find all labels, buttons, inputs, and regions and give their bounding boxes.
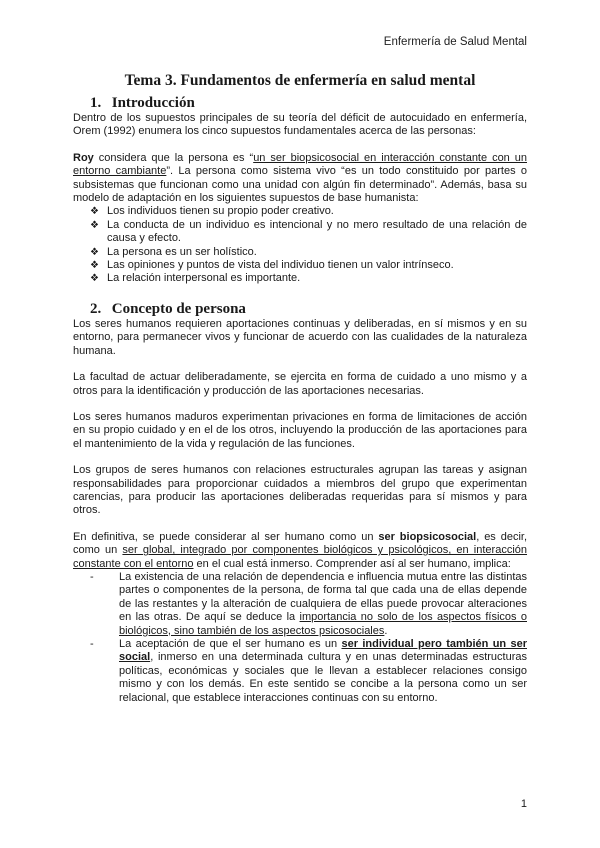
section-heading-concepto-persona: [73, 300, 527, 318]
diamond-bullet-icon: ❖: [90, 273, 99, 285]
list-item: ❖ La persona es un ser holístico.: [90, 245, 257, 258]
section-number: 1.: [90, 95, 102, 111]
paragraph: La facultad de actuar deliberadamente, se ejercita en forma de cuidado a uno mismo y a otros para la identificación y producción de las aportaciones necesarias.: [73, 371, 527, 397]
running-header: Enfermería de Salud Mental: [383, 36, 527, 48]
roy-text-2: ”. La persona como sistema vivo “es un todo constituido por partes o subsistemas que funcionan como una unidad con algún fin determinado”. Además, basa su modelo de adaptación en los siguientes supuestos de base humanista:: [73, 165, 527, 205]
paragraph: Los seres humanos maduros experimentan privaciones en forma de limitaciones de acción en su propio cuidado y en el de los otros, incluyendo la producción de las aportaciones para el mantenimiento de la vida y regulación de las funciones.: [73, 410, 527, 450]
diamond-bullet-icon: ❖: [90, 260, 99, 272]
diamond-bullet-icon: ❖: [90, 219, 99, 231]
list-item: ❖ Las opiniones y puntos de vista del individuo tienen un valor intrínseco.: [90, 259, 454, 272]
conclusion-paragraph: En definitiva, se puede considerar al ser humano como un ser biopsicosocial, es decir, como un ser global, integrado por componentes biológicos y psicológicos, en interacción constante con el entorno en el cual está inmerso. Comprender así al ser humano, implica:: [73, 530, 528, 570]
section-number: 2.: [90, 300, 102, 317]
section-title: Introducción: [111, 95, 195, 111]
diamond-bullet-icon: ❖: [90, 246, 99, 258]
roy-assumptions-list: [73, 205, 527, 285]
list-item: ❖ La conducta de un individuo es intencional y no mero resultado de una relación de causa y efecto.: [90, 218, 527, 245]
paragraph: Los seres humanos requieren aportaciones continuas y deliberadas, en sí mismos y en su entorno, para permanecer vivos y funcionar de acuerdo con las cualidades de la naturaleza humana.: [73, 317, 527, 357]
bold-underlined-phrase: ser individual pero también un ser social: [119, 638, 527, 664]
list-item: - La existencia de una relación de dependencia e influencia mutua entre las distintas partes o componentes de la persona, de forma tal que cada una de ellas depende de las restantes y la alteración de cualquiera de ellas puede provocar alteraciones en las otras. De aquí se deduce la importancia no solo de los aspectos físicos o biológicos, sino también de los aspectos psicosociales.: [90, 570, 527, 637]
roy-underlined: un ser biopsicosocial en interacción constante con un entorno cambiante: [73, 151, 527, 178]
document-title: Tema 3. Fundamentos de enfermería en salud mental: [124, 72, 476, 89]
intro-paragraph: Dentro de los supuestos principales de su teoría del déficit de autocuidado en enfermería, Orem (1992) enumera los cinco supuestos fundamentales acerca de las personas:: [73, 112, 527, 138]
list-item: ❖ Los individuos tienen su propio poder creativo.: [90, 205, 334, 218]
implications-list: [73, 571, 527, 705]
bold-term: ser biopsicosocial: [378, 530, 477, 543]
list-item: ❖ La relación interpersonal es importante.: [90, 272, 301, 285]
roy-paragraph: [73, 152, 527, 206]
underlined-phrase: importancia no solo de los aspectos físicos o biológicos, sino también de los aspectos psicosociales: [119, 611, 527, 637]
section-title: Concepto de persona: [111, 300, 246, 317]
list-item: - La aceptación de que el ser humano es un ser individual pero también un ser social, inmerso en una determinada cultura y en unas determinadas estructuras políticas, económicas y sociales que le llevan a establecer relaciones consigo mismo y con los demás. En este sentido se concibe a la persona como un ser relacional, que establece interacciones continuas con su entorno.: [90, 638, 527, 704]
dash-bullet: -: [90, 570, 94, 583]
roy-name: Roy: [73, 151, 94, 164]
page-number: 1: [520, 798, 527, 810]
paragraph: Los grupos de seres humanos con relaciones estructurales agrupan las tareas y asignan responsabilidades para proporcionar cuidados a miembros del grupo que experimentan carencias, para producir las aportaciones deliberadas requeridas para sí mismos y para otros.: [73, 464, 527, 517]
dash-bullet: -: [90, 638, 94, 650]
section-heading-introduccion: [73, 94, 527, 112]
roy-text-1: considera que la persona es “: [93, 151, 254, 164]
diamond-bullet-icon: ❖: [90, 206, 99, 218]
document-body: [73, 72, 527, 705]
underlined-phrase: ser global, integrado por componentes biológicos y psicológicos, en interacción constante con el entorno: [73, 544, 528, 570]
